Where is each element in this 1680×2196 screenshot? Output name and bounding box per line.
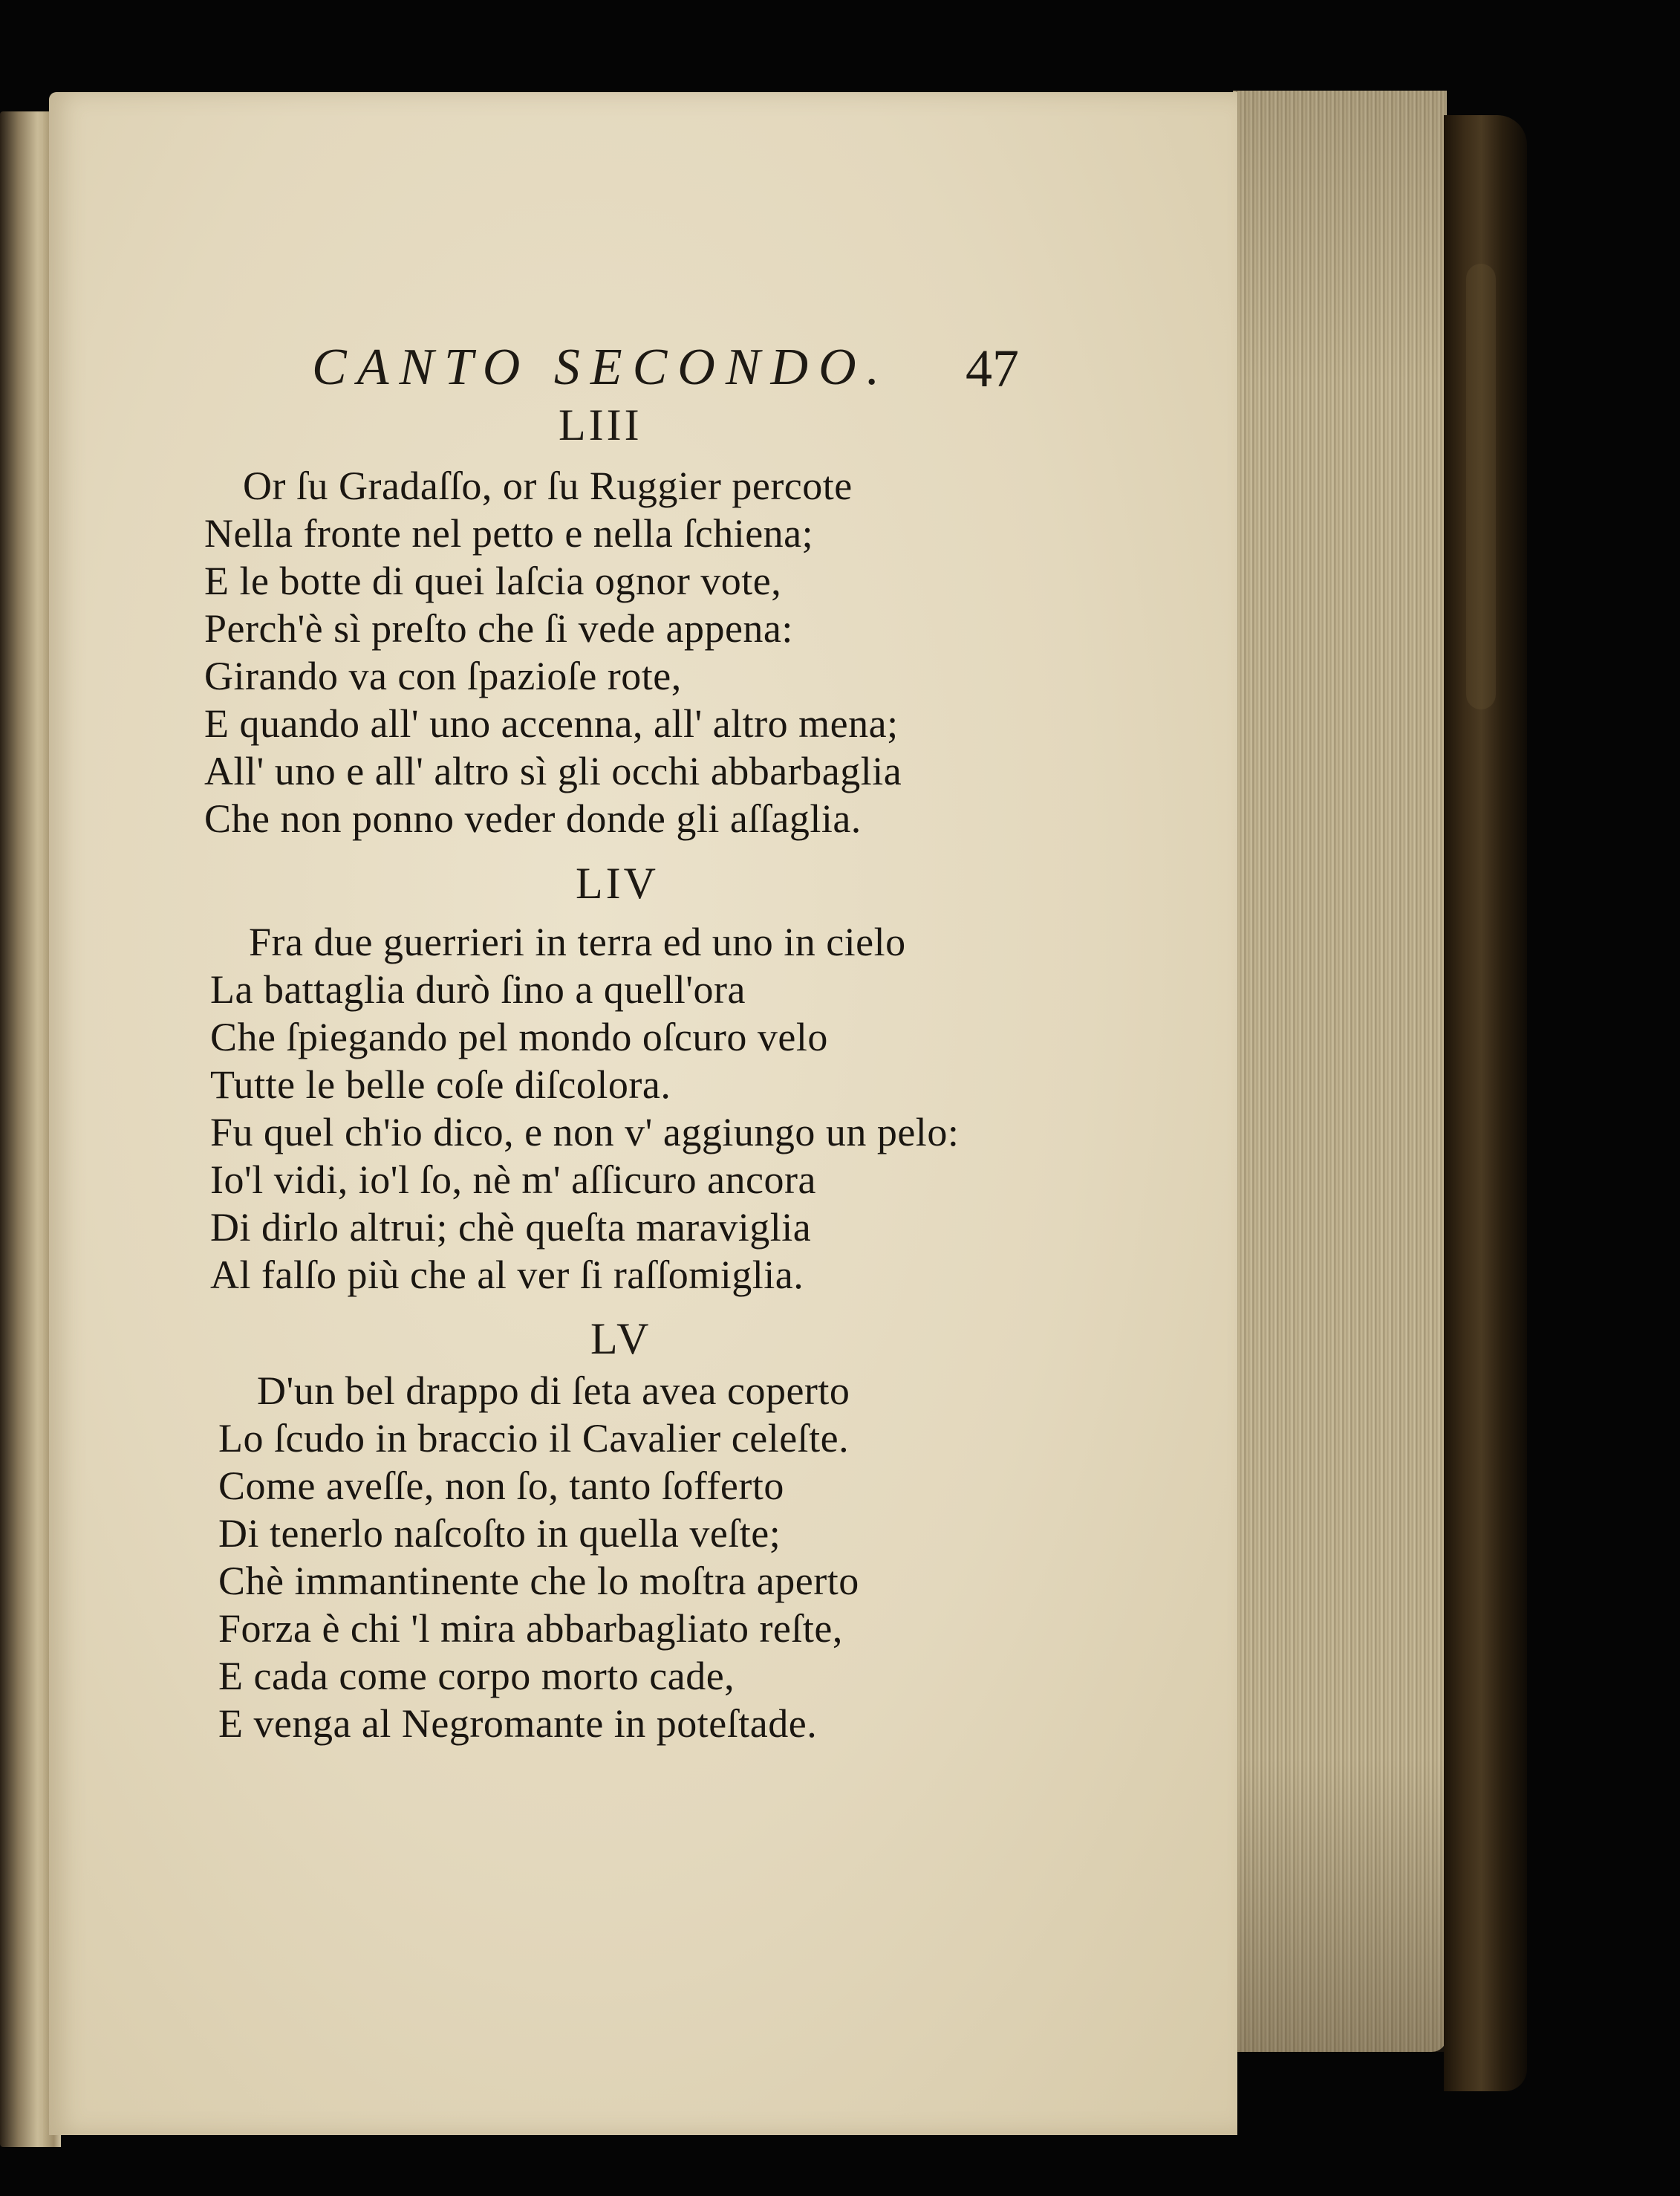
leather-binding	[1444, 115, 1527, 2091]
stanza-liv	[210, 918, 959, 1299]
page-header	[312, 338, 1040, 405]
verse-line: Fu quel ch'io dico, e non v' aggiungo un pelo:	[210, 1110, 960, 1154]
page-number: 47	[966, 339, 1019, 398]
verse-line: Di tenerlo naſcoſto in quella veſte;	[218, 1511, 781, 1556]
verse-line: La battaglia durò ſino a quell'ora	[210, 967, 746, 1012]
verse-line: Di dirlo altrui; chè queſta maraviglia	[210, 1205, 812, 1250]
verse-line: Come aveſſe, non ſo, tanto ſofferto	[218, 1464, 784, 1508]
verse-line: Or ſu Gradaſſo, or ſu Ruggier percote	[243, 464, 853, 508]
verse-line: Al falſo più che al ver ſi raſſomiglia.	[210, 1253, 804, 1297]
stanza-liii	[204, 462, 902, 842]
verse-line: Perch'è sì preſto che ſi vede appena:	[204, 606, 793, 651]
verse-line: E venga al Negromante in poteſtade.	[218, 1701, 818, 1746]
verse-line: Nella fronte nel petto e nella ſchiena;	[204, 511, 814, 556]
verse-line: Fra due guerrieri in terra ed uno in cielo	[249, 920, 906, 964]
stanza-number-lv: LV	[590, 1314, 652, 1363]
verse-line: Chè immantinente che lo moſtra aperto	[218, 1559, 859, 1603]
running-title: CANTO SECONDO.	[312, 339, 891, 396]
stanza-lv	[218, 1367, 859, 1747]
verse-line: Girando va con ſpazioſe rote,	[204, 654, 682, 698]
stanza-number-liv: LIV	[576, 859, 659, 908]
verse-line: All' uno e all' altro sì gli occhi abbarbaglia	[204, 749, 902, 793]
stanza-number-liii: LIII	[559, 400, 642, 449]
verse-line: E cada come corpo morto cade,	[218, 1654, 735, 1698]
verse-line: D'un bel drappo di ſeta avea coperto	[257, 1368, 850, 1413]
page-block-edges	[1233, 91, 1447, 2052]
verse-line: Io'l vidi, io'l ſo, nè m' aſſicuro ancora	[210, 1157, 816, 1202]
verse-line: Tutte le belle coſe diſcolora.	[210, 1062, 671, 1107]
verse-line: E quando all' uno accenna, all' altro mena;	[204, 701, 899, 746]
verse-line: Lo ſcudo in braccio il Cavalier celeſte.	[218, 1416, 850, 1461]
verse-line: Che ſpiegando pel mondo oſcuro velo	[210, 1015, 828, 1059]
verse-line: Che non ponno veder donde gli aſſaglia.	[204, 796, 862, 841]
verse-line: Forza è chi 'l mira abbarbagliato reſte,	[218, 1606, 843, 1651]
verse-line: E le botte di quei laſcia ognor vote,	[204, 559, 782, 603]
